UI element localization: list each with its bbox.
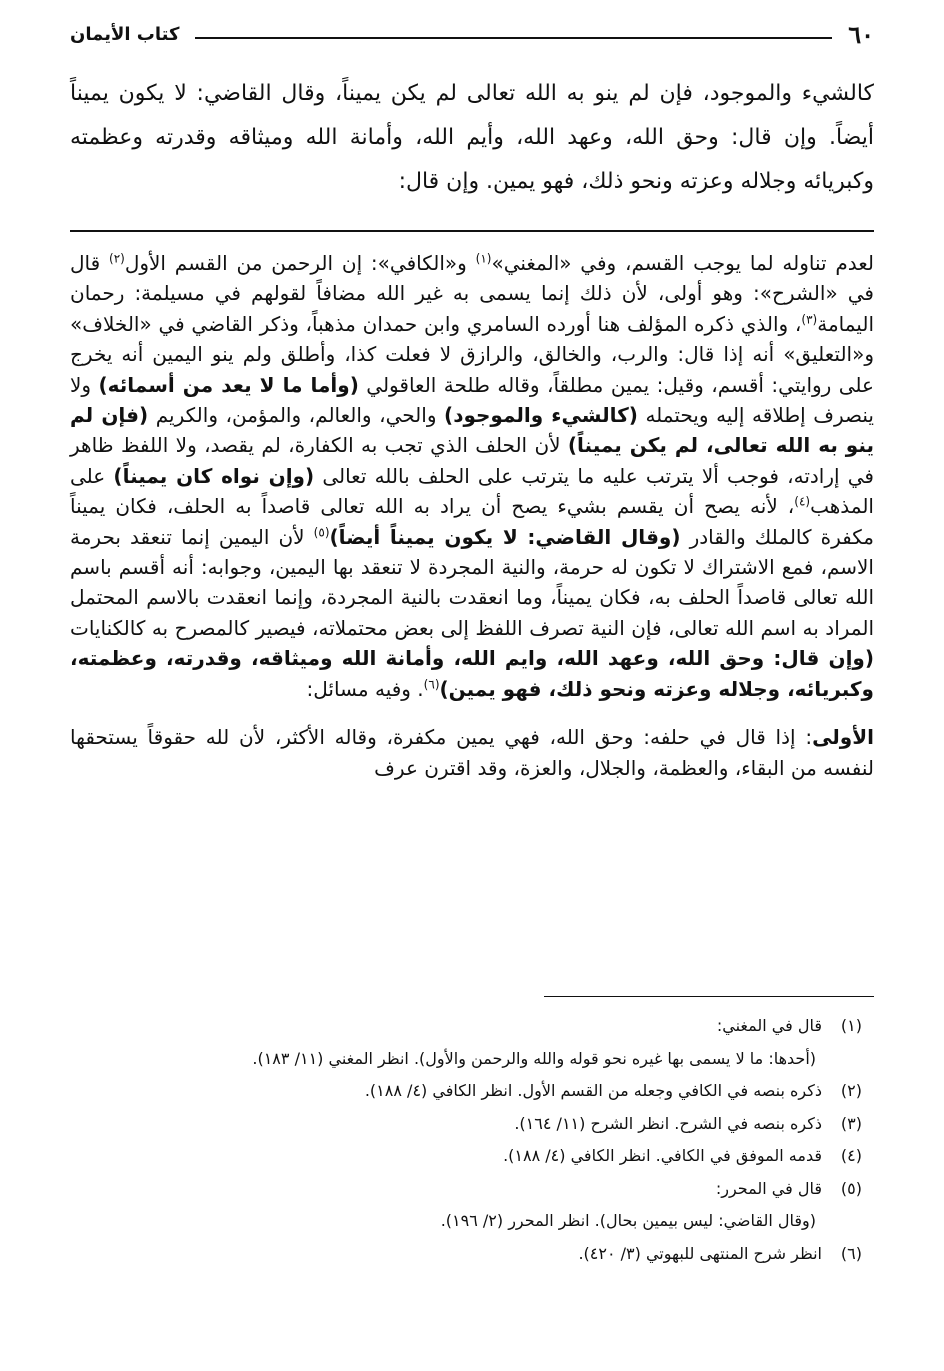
footnote [70, 1173, 862, 1206]
commentary-text: ، لأنه يصح أن يقسم بشيء يصح أن يراد به الله تعالى قاصداً به الحلف، فكان يميناً مكفرة كالملك والقادر [70, 494, 875, 549]
chapter-title: كتاب الأيمان [70, 23, 180, 45]
footnote-ref-6: (٦) [423, 677, 440, 692]
footnote-text: (وقال القاضي: ليس بيمين بحال). انظر المحرر (٢/ ١٩٦). [440, 1211, 816, 1230]
footnote-ref-2: (٢) [109, 251, 125, 266]
commentary-text: ولا ينصرف إطلاقه إليه ويحتمله [70, 372, 874, 428]
footnote-text: انظر شرح المنتهى للبهوتي (٣/ ٤٢٠). [578, 1243, 822, 1263]
matn-quote: (وقال القاضي: لا يكون يميناً أيضاً) [329, 524, 681, 549]
page-header [70, 18, 874, 50]
commentary-text: . وفيه مسائل: [306, 676, 424, 701]
footnote-text: ذكره بنصه في الشرح. انظر الشرح (١١/ ١٦٤). [514, 1113, 822, 1133]
commentary-text: و«الكافي»: إن الرحمن من القسم الأول [124, 251, 476, 275]
footnote-number: (٥) [840, 1178, 862, 1198]
footnote-continuation [70, 1205, 862, 1238]
matn-quote: (وإن قال: وحق الله، وعهد الله، وايم الله، وأمانة الله وميثاقه، وقدرته، وعظمته، وكبريائه، وجلاله وعزته ونحو ذلك، فهو يمين) [70, 646, 874, 701]
footnote-text: (أحدها: ما لا يسمى بها غيره نحو قوله والله والرحمن والأول). انظر المغني (١١/ ١٨٣). [252, 1048, 816, 1068]
footnote [70, 1108, 862, 1141]
commentary-paragraph-1 [70, 248, 874, 704]
commentary-text: والحي، والعالم، والمؤمن، والكريم [148, 403, 445, 428]
footnote-text: ذكره بنصه في الكافي وجعله من القسم الأول. انظر الكافي (٤/ ١٨٨). [364, 1081, 822, 1100]
footnote-ref-1: (١) [475, 251, 492, 266]
footnote [70, 1140, 862, 1173]
matn-quote: (وأما ما لا يعد من أسمائه) [98, 372, 359, 397]
matn-quote: (وإن نواه كان يميناً) [113, 463, 315, 488]
footnote-number: (١) [840, 1016, 862, 1035]
footnote-number: (٤) [840, 1146, 862, 1165]
commentary-text: لعدم تناوله لما يوجب القسم، وفي «المغني» [491, 251, 875, 275]
footnote-number: (٦) [840, 1243, 862, 1263]
commentary-text: : إذا قال في حلفه: وحق الله، فهي يمين مكفرة، وقاله الأكثر، لأن لله حقوقاً يستحقها لنفسه من البقاء، والعظمة، والجلال، والعزة، وقد اقترن عرف [70, 725, 874, 780]
footnote-indent [822, 1043, 862, 1076]
commentary-text: لأن الحلف الذي تجب به الكفارة، لم يقصد، ولا اللفظ ظاهر في إرادته، فوجب ألا يترتب عليه ما يترتب على الحلف بالله تعالى [70, 433, 874, 488]
footnote-text: قدمه الموفق في الكافي. انظر الكافي (٤/ ١٨٨). [503, 1146, 822, 1165]
footnote-rule [544, 996, 874, 997]
header-rule [195, 37, 832, 39]
footnote [70, 1010, 862, 1043]
footnote-text: قال في المحرر: [715, 1178, 822, 1198]
footnote-number: (٣) [840, 1113, 862, 1133]
footnote [70, 1238, 862, 1271]
commentary-text: على المذهب [70, 463, 874, 519]
footnotes [70, 1010, 862, 1270]
footnote [70, 1075, 862, 1108]
footnote-ref-5: (٥) [313, 525, 330, 539]
footnote-continuation [70, 1043, 862, 1076]
issue-heading: الأولى [812, 725, 874, 750]
main-text: كالشيء والموجود، فإن لم ينو به الله تعالى لم يكن يميناً، وقال القاضي: لا يكون يميناً أيضاً. وإن قال: وحق الله، وعهد الله، وأيم الله، وأمانة الله وميثاقه وقدرته وعظمته وكبريائه وجلاله وعزته ونحو ذلك، فهو يمين. وإن قال: [70, 81, 874, 194]
commentary-text: قال في «الشرح»: وهو أولى، لأن ذلك إنما يسمى به غير الله مضافاً لقولهم في مسيلمة: رحمان اليمامة [70, 251, 874, 336]
footnote-indent [822, 1205, 862, 1238]
main-divider [70, 230, 874, 232]
footnote-ref-3: (٣) [801, 312, 818, 327]
commentary-paragraph-2 [70, 722, 874, 783]
commentary [70, 248, 874, 783]
matn-quote: (فإن لم ينو به الله تعالى، لم يكن يميناً) [70, 403, 875, 458]
page-number: ٦٠ [848, 19, 874, 49]
commentary-text: ، والذي ذكره المؤلف هنا أورده السامري وابن حمدان مذهباً، وذكر القاضي في «الخلاف» و«التعليق» أنه إذا قال: والرب، والخالق، والرازق لا فعلت كذا، وأطلق ولم ينو اليمين أنه يخرج على روايتي: أقسم، وقيل: يمين مطلقاً، وقاله طلحة العاقولي [70, 311, 874, 397]
matn-quote: (كالشيء والموجود) [444, 403, 638, 428]
footnote-number: (٢) [840, 1081, 862, 1100]
footnote-text: قال في المغني: [716, 1016, 822, 1035]
footnote-ref-4: (٤) [794, 494, 811, 509]
commentary-text: لأن اليمين إنما تنعقد بحرمة الاسم، فمع الاشتراك لا تكون له حرمة، والنية المجردة لا تنعقد بها اليمين، وجوابه: أنه أقسم باسم الله تعالى قاصداً الحلف به، فكان يميناً، وما انعقدت بالنية المجردة، وإنما انعقدت بالاسم المحتمل المراد به اسم الله تعالى، فإن النية تصرف اللفظ إلى بعض محتملاته، فيصير كالمصرح به كالكنايات [70, 524, 874, 640]
